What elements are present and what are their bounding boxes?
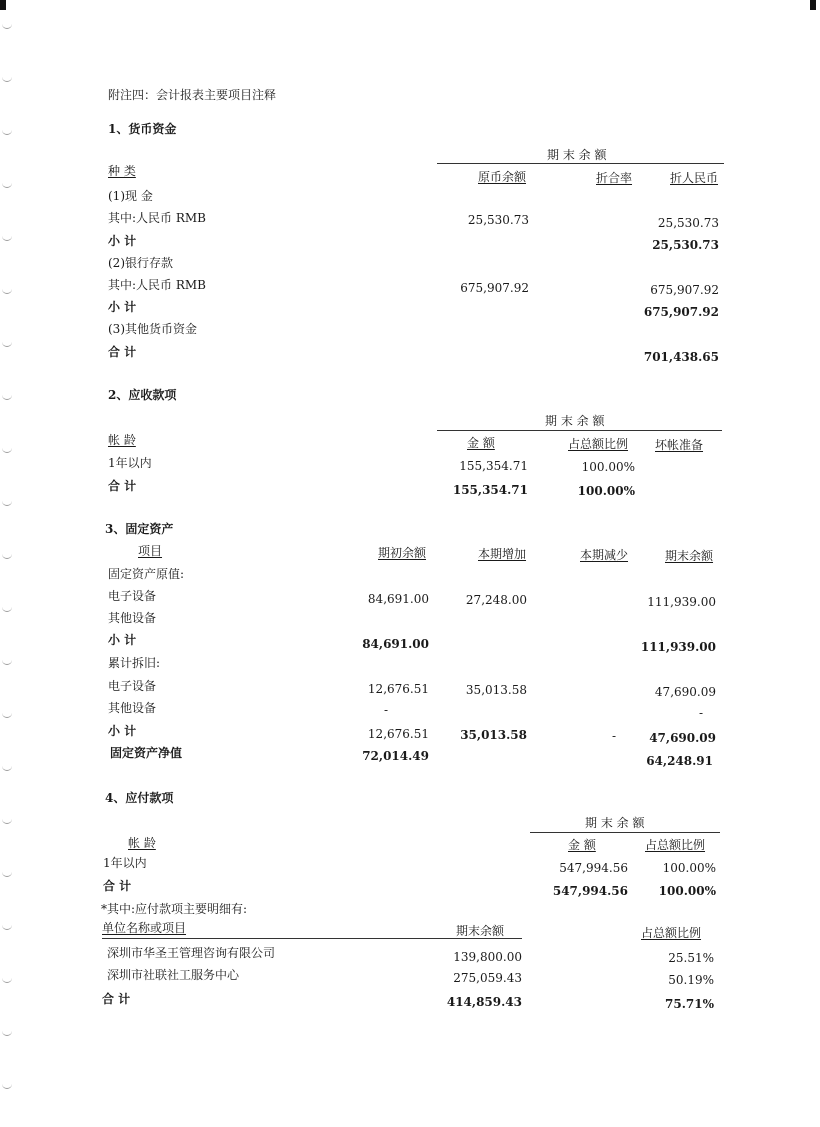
- s3-orig-other-label: 其他设备: [108, 611, 157, 625]
- section-4-title: 4、应付款项: [105, 791, 174, 805]
- s3-net-label: 固定资产净值: [110, 746, 183, 760]
- s4-d1-ratio: 25.51%: [668, 951, 714, 965]
- s3-dep-header: 累计拆旧:: [108, 656, 161, 670]
- s1-subtotal1-value: 25,530.73: [652, 238, 719, 252]
- s4-col-age: 帐 龄: [128, 836, 156, 850]
- binding-hole-mark: [2, 764, 12, 771]
- s2-total-label: 合 计: [108, 479, 137, 493]
- s4-d-total-label: 合 计: [102, 992, 131, 1006]
- s1-cash-rmb-orig: 25,530.73: [467, 213, 529, 227]
- binding-hole-mark: [2, 976, 12, 983]
- binding-hole-mark: [2, 393, 12, 400]
- section-2-title: 2、应收款项: [108, 388, 177, 402]
- s1-col-type: 种 类: [108, 164, 136, 178]
- binding-hole-mark: [2, 234, 12, 241]
- s3-orig-sub-label: 小 计: [108, 633, 137, 647]
- s1-subtotal1-label: 小 计: [108, 234, 137, 248]
- s4-row1-amount: 547,994.56: [559, 861, 628, 875]
- s4-group-header: 期 末 余 额: [585, 816, 645, 830]
- s4-total-label: 合 计: [103, 879, 132, 893]
- s1-group-header: 期 末 余 额: [547, 148, 607, 162]
- section-1-title: 1、货币资金: [108, 122, 177, 136]
- s2-group-header: 期 末 余 额: [545, 414, 605, 428]
- s1-bank-rmb-rmb: 675,907.92: [650, 283, 719, 297]
- s3-orig-elec-begin: 84,691.00: [367, 592, 429, 606]
- s4-row1-ratio: 100.00%: [662, 861, 716, 875]
- s3-dep-other-label: 其他设备: [108, 701, 157, 715]
- s3-dep-elec-end: 47,690.09: [654, 685, 716, 699]
- s3-dep-sub-sub: -: [611, 729, 616, 743]
- s3-dep-other-begin: -: [383, 703, 388, 717]
- s3-col-item: 项目: [138, 544, 163, 558]
- s3-dep-elec-add: 35,013.58: [465, 683, 527, 697]
- binding-hole-mark: [2, 1029, 12, 1036]
- binding-hole-mark: [2, 287, 12, 294]
- scan-corner-mark-right: [810, 0, 816, 10]
- s1-col-rmb: 折人民币: [670, 171, 719, 185]
- s1-cash-rmb-rmb: 25,530.73: [657, 216, 719, 230]
- s1-total-label: 合 计: [108, 345, 137, 359]
- s2-col-ratio: 占总额比例: [568, 437, 629, 451]
- s1-subtotal2-value: 675,907.92: [643, 305, 719, 319]
- s3-dep-sub-end: 47,690.09: [649, 731, 716, 745]
- s3-orig-elec-add: 27,248.00: [465, 593, 527, 607]
- binding-hole-mark: [2, 605, 12, 612]
- s4-col-amount: 金 额: [568, 838, 596, 852]
- binding-hole-mark: [2, 552, 12, 559]
- s3-col-add: 本期增加: [478, 547, 527, 561]
- s1-bank-rmb-label: 其中:人民币 RMB: [108, 278, 206, 292]
- s3-dep-sub-begin: 12,676.51: [367, 727, 429, 741]
- s2-row1-label: 1年以内: [108, 456, 152, 470]
- s4-d1-name: 深圳市华圣王管理咨询有限公司: [107, 946, 276, 960]
- s1-group-rule: [437, 163, 724, 164]
- s4-detail-note: *其中:应付款项主要明细有:: [101, 902, 248, 916]
- s4-total-ratio: 100.00%: [658, 884, 716, 898]
- s4-d-total-amount: 414,859.43: [446, 995, 522, 1009]
- binding-hole-mark: [2, 181, 12, 188]
- s4-detail-rule: [102, 938, 522, 939]
- s3-orig-elec-end: 111,939.00: [647, 595, 716, 609]
- s3-orig-sub-begin: 84,691.00: [362, 637, 429, 651]
- s1-col-rate: 折合率: [596, 171, 633, 185]
- s3-orig-elec-label: 电子设备: [108, 589, 157, 603]
- s3-col-begin: 期初余额: [378, 546, 427, 560]
- binding-hole-mark: [2, 1082, 12, 1089]
- s2-row1-amount: 155,354.71: [459, 459, 528, 473]
- s2-group-rule: [437, 430, 722, 431]
- binding-hole-mark: [2, 75, 12, 82]
- binding-hole-mark: [2, 22, 12, 29]
- s2-total-amount: 155,354.71: [452, 483, 528, 497]
- scan-corner-mark-left: [0, 0, 6, 10]
- s1-col-orig: 原币余额: [478, 170, 527, 184]
- binding-hole-mark: [2, 870, 12, 877]
- binding-hole-mark: [2, 340, 12, 347]
- s4-d1-amount: 139,800.00: [453, 950, 522, 964]
- binding-hole-mark: [2, 923, 12, 930]
- s3-orig-header: 固定资产原值:: [108, 567, 185, 581]
- binding-hole-mark: [2, 446, 12, 453]
- s4-d2-amount: 275,059.43: [453, 971, 522, 985]
- s4-col-ratio: 占总额比例: [645, 838, 706, 852]
- s1-subtotal2-label: 小 计: [108, 300, 137, 314]
- page-title: 附注四：会计报表主要项目注释: [108, 88, 277, 102]
- s1-bank-rmb-orig: 675,907.92: [460, 281, 529, 295]
- binding-hole-mark: [2, 499, 12, 506]
- s3-dep-sub-add: 35,013.58: [460, 728, 527, 742]
- s2-col-bad: 坏帐准备: [655, 438, 704, 452]
- s3-net-end: 64,248.91: [646, 754, 713, 768]
- s2-row1-ratio: 100.00%: [581, 460, 635, 474]
- s3-dep-elec-label: 电子设备: [108, 679, 157, 693]
- s1-cash-label: (1)现 金: [108, 189, 153, 203]
- s2-total-ratio: 100.00%: [577, 484, 635, 498]
- binding-hole-mark: [2, 128, 12, 135]
- s4-detail-col-end: 期末余额: [456, 924, 505, 938]
- s2-col-amount: 金 额: [467, 436, 495, 450]
- s3-dep-sub-label: 小 计: [108, 724, 137, 738]
- s3-orig-sub-end: 111,939.00: [640, 640, 716, 654]
- s3-col-end: 期末余额: [665, 549, 714, 563]
- s1-cash-rmb-label: 其中:人民币 RMB: [108, 211, 206, 225]
- s4-d2-name: 深圳市社联社工服务中心: [107, 968, 240, 982]
- s3-col-sub: 本期减少: [580, 548, 629, 562]
- s3-dep-elec-begin: 12,676.51: [367, 682, 429, 696]
- s4-d2-ratio: 50.19%: [668, 973, 714, 987]
- s4-row1-label: 1年以内: [103, 856, 147, 870]
- s1-other-label: (3)其他货币资金: [108, 322, 197, 336]
- s4-total-amount: 547,994.56: [552, 884, 628, 898]
- s4-d-total-ratio: 75.71%: [665, 997, 714, 1011]
- binding-hole-mark: [2, 817, 12, 824]
- s1-bank-label: (2)银行存款: [108, 256, 173, 270]
- s2-col-age: 帐 龄: [108, 433, 136, 447]
- s4-group-rule: [530, 832, 720, 833]
- binding-hole-mark: [2, 658, 12, 665]
- binding-hole-mark: [2, 711, 12, 718]
- s3-dep-other-end: -: [698, 706, 703, 720]
- s4-detail-col-unit: 单位名称或项目: [102, 921, 187, 935]
- s4-detail-col-ratio: 占总额比例: [641, 926, 702, 940]
- s3-net-begin: 72,014.49: [362, 749, 429, 763]
- s1-total-value: 701,438.65: [643, 350, 719, 364]
- section-3-title: 3、固定资产: [105, 522, 174, 536]
